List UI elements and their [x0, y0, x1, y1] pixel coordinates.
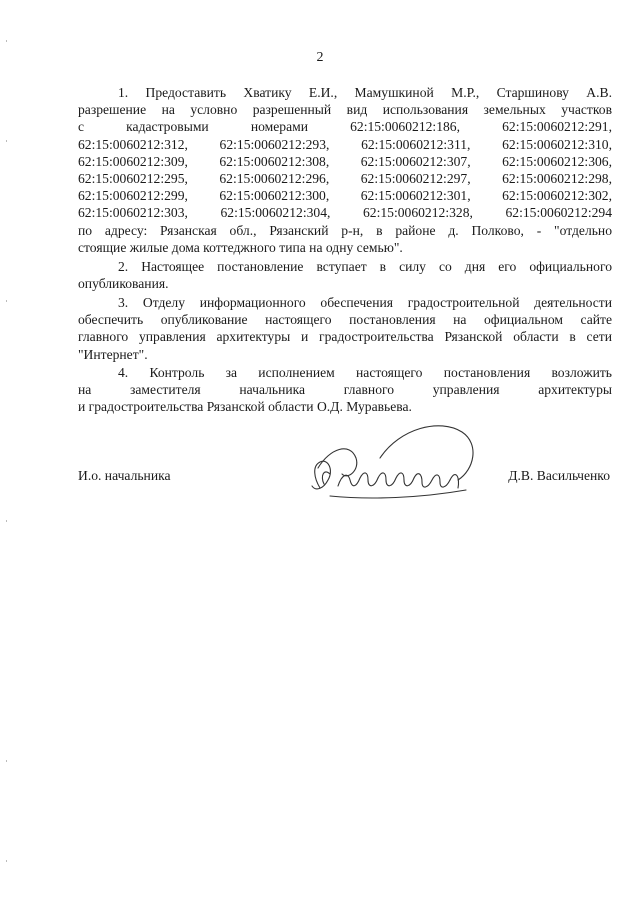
- text-line: главного управления архитектуры и градостроительства Рязанской области в сети: [78, 329, 612, 345]
- text-line: 62:15:0060212:312, 62:15:0060212:293, 62:15:0060212:311, 62:15:0060212:310,: [78, 136, 612, 152]
- text-line: 1. Предоставить Хватику Е.И., Мамушкиной М.Р., Старшинову А.В.: [118, 85, 612, 100]
- paragraph-3: [78, 294, 612, 363]
- scan-edge-artifact: [6, 0, 8, 905]
- text-line: и градостроительства Рязанской области О.Д. Муравьева.: [78, 399, 412, 415]
- handwritten-signature: [290, 418, 490, 518]
- text-line: по адресу: Рязанская обл., Рязанский р-н, в районе д. Полково, - "отдельно: [78, 222, 612, 238]
- text-line: разрешение на условно разрешенный вид использования земельных участков: [78, 102, 612, 118]
- text-line: 62:15:0060212:299, 62:15:0060212:300, 62:15:0060212:301, 62:15:0060212:302,: [78, 188, 612, 204]
- page-number: 2: [316, 50, 324, 65]
- signatory-title: И.о. начальника: [78, 468, 171, 483]
- text-line: 62:15:0060212:309, 62:15:0060212:308, 62:15:0060212:307, 62:15:0060212:306,: [78, 153, 612, 169]
- text-line: 62:15:0060212:295, 62:15:0060212:296, 62:15:0060212:297, 62:15:0060212:298,: [78, 171, 612, 187]
- text-line: с кадастровыми номерами 62:15:0060212:186, 62:15:0060212:291,: [78, 119, 612, 135]
- paragraph-1: [78, 84, 612, 256]
- signatory-name: Д.В. Васильченко: [508, 468, 610, 483]
- text-line: 2. Настоящее постановление вступает в силу со дня его официального: [118, 259, 612, 274]
- text-line: опубликования.: [78, 276, 169, 292]
- text-line: на заместителя начальника главного управления архитектуры: [78, 382, 612, 398]
- text-line: обеспечить опубликование настоящего постановления на официальном сайте: [78, 312, 612, 328]
- text-line: 62:15:0060212:303, 62:15:0060212:304, 62:15:0060212:328, 62:15:0060212:294: [78, 205, 612, 221]
- text-line: 3. Отделу информационного обеспечения градостроительной деятельности: [118, 295, 612, 310]
- paragraph-2: [78, 258, 612, 292]
- paragraph-4: [78, 364, 612, 416]
- text-line: стоящие жилые дома коттеджного типа на одну семью".: [78, 239, 403, 255]
- text-line: "Интернет".: [78, 346, 148, 362]
- text-line: 4. Контроль за исполнением настоящего постановления возложить: [118, 365, 612, 380]
